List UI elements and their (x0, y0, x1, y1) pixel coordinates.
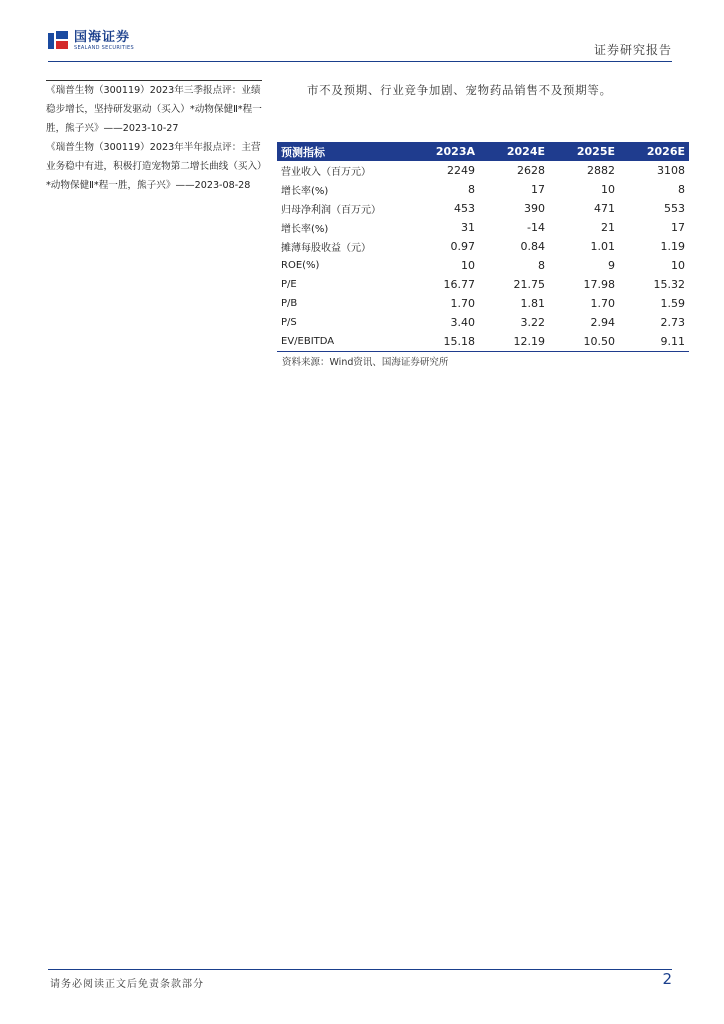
related-report-item: 《瑞普生物（300119）2023年三季报点评：业绩稳步增长，坚持研发驱动（买入）*动物保健Ⅱ*程一胜，熊子兴》——2023-10-27 (46, 85, 262, 134)
forecast-table-header (277, 142, 689, 161)
value-cell: 2.94 (590, 316, 615, 329)
value-cell: 1.70 (590, 297, 615, 310)
value-cell: -14 (527, 221, 545, 234)
value-cell: 10 (461, 259, 475, 272)
value-cell: 390 (524, 202, 545, 215)
value-cell: 16.77 (443, 278, 475, 291)
value-cell: 1.01 (590, 240, 615, 253)
value-cell: 3.40 (450, 316, 475, 329)
header-cell: 2024E (479, 142, 549, 161)
row-label: 增长率(%) (281, 186, 329, 197)
value-cell: 21.75 (513, 278, 545, 291)
row-label: 摊薄每股收益（元） (281, 243, 371, 254)
value-cell: 1.59 (660, 297, 685, 310)
value-cell: 9.11 (619, 332, 689, 352)
value-cell: 3108 (657, 164, 685, 177)
value-cell: 10.50 (549, 332, 619, 352)
table-row (277, 218, 689, 237)
value-cell: 15.18 (409, 332, 479, 352)
header-cell: 2025E (549, 142, 619, 161)
table-row (277, 332, 689, 352)
table-row (277, 199, 689, 218)
table-row (277, 313, 689, 332)
forecast-table (277, 142, 689, 352)
row-label: ROE(%) (281, 260, 320, 271)
value-cell: 553 (664, 202, 685, 215)
header-cell: 2023A (409, 142, 479, 161)
value-cell: 1.81 (520, 297, 545, 310)
table-row (277, 275, 689, 294)
value-cell: 453 (454, 202, 475, 215)
report-type-label: 证券研究报告 (593, 43, 672, 57)
value-cell: 8 (538, 259, 545, 272)
value-cell: 471 (594, 202, 615, 215)
value-cell: 2628 (517, 164, 545, 177)
row-label: 营业收入（百万元） (281, 167, 371, 178)
logo-name-cn: 国海证券 (74, 30, 131, 45)
value-cell: 2249 (447, 164, 475, 177)
table-row (277, 294, 689, 313)
value-cell: 21 (601, 221, 615, 234)
value-cell: 15.32 (653, 278, 685, 291)
header-cell: 预测指标 (277, 142, 409, 161)
row-label: 归母净利润（百万元） (281, 205, 381, 216)
table-row (277, 256, 689, 275)
header-cell: 2026E (619, 142, 689, 161)
value-cell: 2882 (587, 164, 615, 177)
logo-mark-icon (48, 31, 70, 51)
value-cell: 0.84 (520, 240, 545, 253)
table-row (277, 237, 689, 256)
table-row (277, 180, 689, 199)
value-cell: 3.22 (520, 316, 545, 329)
value-cell: 1.70 (450, 297, 475, 310)
value-cell: 17 (671, 221, 685, 234)
row-label: P/B (281, 298, 298, 309)
company-logo (48, 30, 134, 52)
value-cell: 9 (608, 259, 615, 272)
related-report-item: 《瑞普生物（300119）2023年半年报点评：主营业务稳中有进，积极打造宠物第二增长曲线（买入）*动物保健Ⅱ*程一胜，熊子兴》——2023-08-28 (46, 142, 262, 191)
row-label: P/S (281, 317, 297, 328)
related-reports (46, 80, 262, 195)
value-cell: 8 (468, 183, 475, 196)
value-cell: 17.98 (583, 278, 615, 291)
row-label: P/E (281, 279, 297, 290)
footer-disclaimer: 请务必阅读正文后免责条款部分 (50, 979, 204, 990)
value-cell: 1.19 (660, 240, 685, 253)
row-label: EV/EBITDA (277, 332, 409, 352)
row-label: 增长率(%) (281, 224, 329, 235)
risk-warning-text: 市不及预期、行业竞争加剧、宠物药品销售不及预期等。 (307, 83, 612, 97)
value-cell: 31 (461, 221, 475, 234)
value-cell: 12.19 (479, 332, 549, 352)
value-cell: 10 (671, 259, 685, 272)
value-cell: 10 (601, 183, 615, 196)
page-number: 2 (662, 970, 672, 988)
value-cell: 17 (531, 183, 545, 196)
value-cell: 2.73 (660, 316, 685, 329)
table-row (277, 161, 689, 180)
footer-divider (48, 969, 672, 970)
value-cell: 0.97 (450, 240, 475, 253)
value-cell: 8 (678, 183, 685, 196)
table-source-note: 资料来源：Wind资讯、国海证券研究所 (282, 357, 449, 368)
logo-name-en: SEALAND SECURITIES (74, 45, 134, 51)
header-divider (48, 61, 672, 62)
